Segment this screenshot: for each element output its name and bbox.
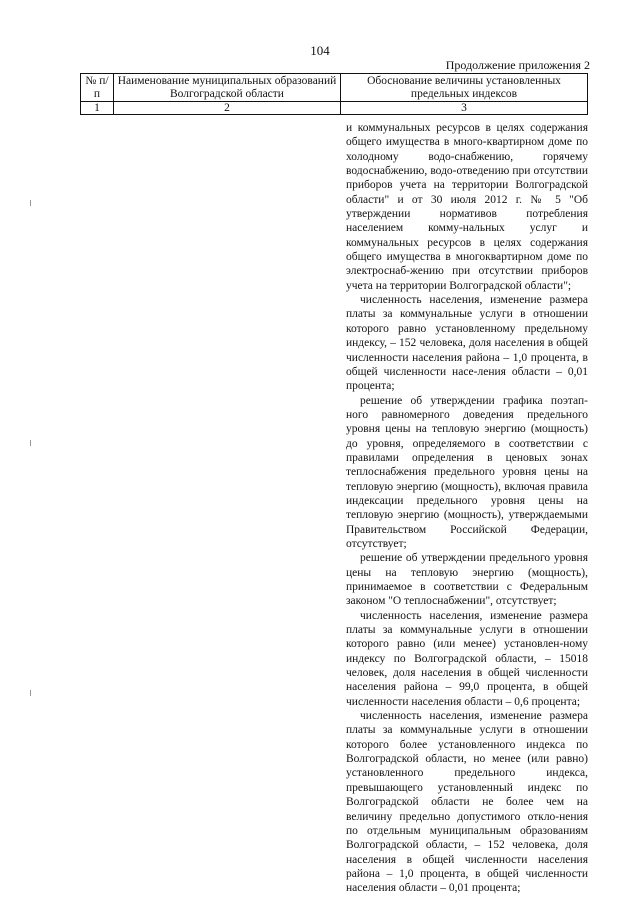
paragraph-population-more: численность населения, изменение размера платы за коммунальные услуги в отношении которого более установленного индекса по Волгоградской области, но менее (или равно) установленного предельного индекса, превышающего установленный индекс по Волгоградской области не более чем на величину предельно допустимого откло-нения по отдельным муниципальным образованиям Волгоградской области, – 152 человека, доля населения в общей численности населения района – 1,0 процента, в общей численности населения области – 0,01 процента; — [346, 710, 588, 895]
header-table — [80, 73, 588, 115]
paragraph-heat-price: решение об утверждении предельного уровня цены на тепловую энергию (мощность), принимаемое в соответствии с Федеральным законом "О теплоснабжении", отсутствует; — [346, 552, 588, 608]
continuation-label: Продолжение приложения 2 — [445, 58, 590, 72]
col-number-3: 3 — [341, 102, 588, 115]
justification-text — [346, 121, 588, 896]
scan-margin-mark — [30, 690, 31, 696]
paragraph-continuation: и коммунальных ресурсов в целях содержания общего имущества в много-квартирном доме по холодному водо-снабжению, горячему водоснабжению, водо-отведению при отсутствии приборов учета на территории Волгоградской области" и от 30 июля 2012 г. № 5 "Об утверждении нормативов потребления населением комму-нальных услуг и коммунальных ресурсов в целях содержания общего имущества в многоквартирном доме по электроснаб-жению при отсутствии приборов учета на территории Волгоградской области"; — [346, 122, 588, 292]
col-number-header: № п/п — [81, 74, 114, 102]
col-justification-header: Обоснование величины установленных предельных индексов — [341, 74, 588, 102]
paragraph-heat-schedule: решение об утверждении графика поэтап-ного равномерного доведения предельного уровня цены на тепловую энергию (мощность) до уровня, определяемого в соответствии с правилами определения в ценовых зонах теплоснабжения предельного уровня цены на тепловую энергию (мощность), включая правила индексации предельного уровня цены на тепловую энергию (мощность), утверждаемыми Правительством Российской Федерации, отсутствует; — [346, 394, 588, 550]
col-number-1: 1 — [81, 102, 114, 115]
col-municipality-header: Наименование муниципальных образований Волгоградской области — [114, 74, 341, 102]
scan-margin-mark — [30, 200, 31, 206]
column-number-row — [81, 102, 588, 115]
page-number: 104 — [310, 43, 330, 58]
paragraph-population-less: численность населения, изменение размера платы за коммунальные услуги в отношении которого равно (или менее) установлен-ному индексу по Волгоградской области, – 15018 человек, доля населения в общей численности населения района – 99,0 процента, в общей численности населения области – 0,6 процента; — [346, 609, 588, 708]
header-row — [81, 74, 588, 102]
paragraph-population-equal: численность населения, изменение размера платы за коммунальные услуги в отношении которого равно установленному предельному индексу, – 152 человека, доля населения в общей численности населения района – 1,0 процента, в общей численности насе-ления области – 0,01 процента; — [346, 294, 588, 393]
col-number-2: 2 — [114, 102, 341, 115]
scan-margin-mark — [30, 440, 31, 446]
